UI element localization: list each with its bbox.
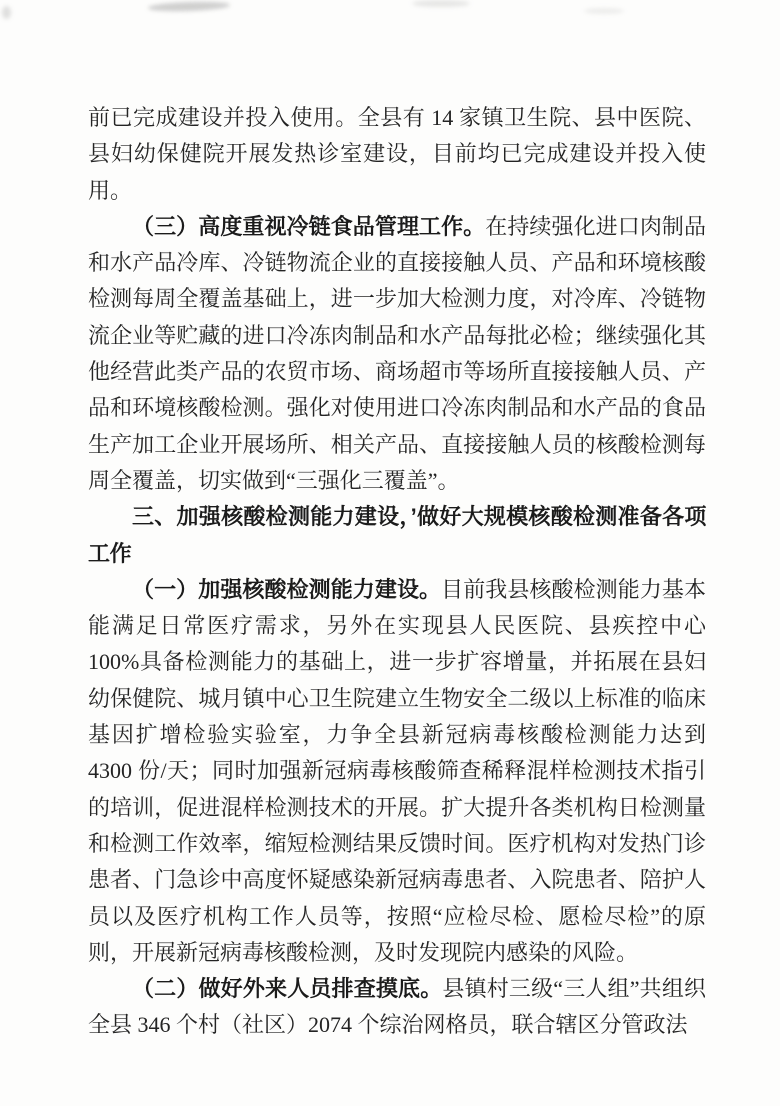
bold-lead-text: （一）加强核酸检测能力建设。 <box>132 576 442 602</box>
bold-lead-text: （三）高度重视冷链食品管理工作。 <box>132 213 486 239</box>
body-text: 在持续强化进口肉制品和水产品冷库、冷链物流企业的直接接触人员、产品和环境核酸检测每周全覆盖基础上，进一步加大检测力度，对冷库、冷链物流企业等贮藏的进口冷冻肉制品和水产品每批必检；继续强化其他经营此类产品的农贸市场、商场超市等场所直接接触人员、产品和环境核酸检测。强化对使用进口冷冻肉制品和水产品的食品生产加工企业开展场所、相关产品、直接接触人员的核酸检测每周全覆盖，切实做到“三强化三覆盖”。 <box>88 213 706 493</box>
body-text: 前已完成建设并投入使用。全县有 14 家镇卫生院、县中医院、县妇幼保健院开展发热诊室建设，目前均已完成建设并投入使用。 <box>88 105 706 203</box>
body-text: 目前我县核酸检测能力基本能满足日常医疗需求，另外在实现县人民医院、县疾控中心 100%具备检测能力的基础上，进一步扩容增量，并拓展在县妇幼保健院、城月镇中心卫生院建立生物安全二级以上标准的临床基因扩增检验实验室，力争全县新冠病毒核酸检测能力达到 4300 份/天；同时加强新冠病毒核酸筛查稀释混样检测技术指引的培训，促进混样检测技术的开展。扩大提升各类机构日检测量和检测工作效率，缩短检测结果反馈时间。医疗机构对发热门诊患者、门急诊中高度怀疑感染新冠病毒患者、入院患者、陪护人员以及医疗机构工作人员等，按照“应检尽检、愿检尽检”的原则，开展新冠病毒核酸检测，及时发现院内感染的风险。 <box>88 576 706 965</box>
continuation-paragraph <box>88 100 706 209</box>
body-text: 县镇村三级“三人组”共组织全县 346 个村（社区）2074 个综治网格员，联合辖区分管政法 <box>88 976 706 1038</box>
item-1-testing-capacity-paragraph <box>88 572 706 971</box>
scan-artifact-smudge <box>584 8 624 14</box>
scan-artifact-smudge <box>412 0 470 7</box>
document-text <box>88 100 706 1044</box>
section-3-heading <box>88 499 706 572</box>
bold-lead-text: （二）做好外来人员排查摸底。 <box>132 976 443 1002</box>
item-3-cold-chain-paragraph <box>88 209 706 499</box>
bold-lead-text: 三、加强核酸检测能力建设，’做好大规模核酸检测准备各项工作 <box>88 504 706 566</box>
scan-artifact-smudge <box>148 1 230 13</box>
scan-artifact-smudge <box>2 6 11 19</box>
item-2-outsider-screening-paragraph <box>88 971 706 1044</box>
